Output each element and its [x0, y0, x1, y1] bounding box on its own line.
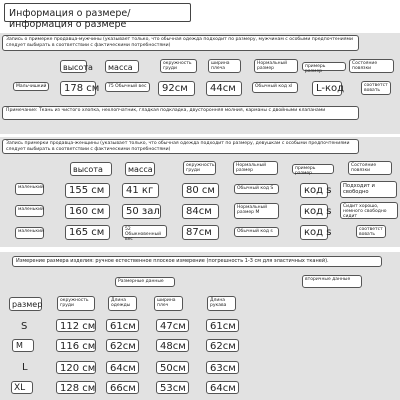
women-fit-size-value: код s [300, 183, 328, 198]
women-state-value: соответст вовать [356, 225, 386, 238]
women-normal-size-value: Обычный код S [234, 184, 279, 194]
shoulder-value: 50см [156, 361, 189, 374]
measurement-note: Измерение размера изделия: ручное естественное плоское измерение (погрешность 1-3 см для эластичных тканей). [12, 256, 382, 267]
women-normal-size-value: Обычный код s [234, 227, 279, 237]
women-header-chest: окружность груди [183, 161, 216, 175]
men-chest-value: 92см [158, 81, 195, 96]
women-row-label: маленький [15, 183, 44, 195]
sleeve-value: 64см [206, 381, 239, 394]
shoulder-column-header: ширина плеч [154, 296, 183, 311]
women-height-value: 165 см [65, 225, 110, 240]
women-row-label: маленький [15, 205, 44, 217]
women-height-value: 155 см [65, 183, 110, 198]
men-header-height: высота [60, 60, 87, 73]
size-column-header: размер [9, 297, 42, 311]
chest-value: 128 см [56, 381, 96, 394]
men-header-fit-size: примерь размер [302, 62, 346, 71]
men-header-state: Состояние повязки [349, 59, 394, 73]
length-column-header: Длина одежды [108, 296, 137, 311]
men-remark: Примечание: Ткань из чистого хлопка, нехлопчатник, гладкая подкладка, двусторонняя молния, карманы с двойными клапанами [2, 106, 359, 120]
men-header-normal-size: Нормальный размер [254, 59, 298, 73]
men-height-value: 178 см [60, 81, 96, 96]
length-value: 61см [106, 319, 139, 332]
men-shoulder-value: 44см [206, 81, 242, 96]
size-label: XL [11, 381, 33, 394]
primary-data-header: Размерные данные [115, 277, 175, 287]
size-label: L [22, 362, 28, 373]
secondary-data-header: вторичные данные [302, 275, 362, 288]
men-normal-size-value: Обычный код xl [252, 82, 298, 93]
women-header-fit-size: примерь размер [292, 164, 334, 174]
chest-value: 116 см [56, 339, 96, 352]
length-value: 62см [106, 339, 139, 352]
women-chest-value: 87см [182, 225, 219, 240]
women-fit-note: Запись примерки продавца-женщины (указывает только, что обычная одежда подходит по размеру, девушкам с особыми предпочтениями следует выбирать в соответствии с фактическими потребностями) [2, 139, 359, 154]
shoulder-value: 48см [156, 339, 189, 352]
men-header-shoulder: ширина плеча [208, 59, 241, 73]
size-label: S [21, 321, 28, 332]
women-header-normal-size: Нормальный размер [233, 161, 278, 175]
women-header-height: высота [70, 162, 112, 176]
size-label: М [12, 339, 34, 352]
women-weight-value: 52 Обыкновенный вес [122, 225, 167, 238]
women-chest-value: 80 см [182, 183, 219, 198]
women-header-state: Состояние повязки [348, 161, 392, 175]
men-state-value: соответст вовать [361, 81, 391, 95]
women-state-value: Сидит хорошо, немного свободно сидит [340, 202, 398, 219]
men-header-weight: масса [105, 60, 139, 73]
women-weight-value: 50 зал [122, 204, 161, 219]
women-height-value: 160 см [65, 204, 110, 219]
men-row-label: Мальчишкий [13, 82, 49, 91]
women-row-label: маленький [15, 227, 44, 239]
sleeve-value: 61см [206, 319, 239, 332]
women-weight-value: 41 кг [122, 183, 159, 198]
men-header-chest: окружность груди [160, 59, 197, 73]
chest-column-header: окружность груди [57, 296, 95, 311]
women-fit-size-value: код s [300, 204, 328, 219]
men-fit-note: Запись о примерке продавца-мужчины (указывает только, что обычная одежда подходит по размеру, мужчинам с особыми предпочтениями следует выбирать в соответствии с фактическими потребностями) [2, 35, 359, 51]
women-state-value: Подходит и свободно [340, 181, 397, 198]
shoulder-value: 47см [156, 319, 189, 332]
women-header-weight: масса [125, 162, 155, 176]
men-weight-value: 75 Обычный вес [105, 82, 150, 92]
page-title: Информация о размере/информация о размере [4, 3, 191, 22]
women-fit-size-value: код s [300, 225, 328, 240]
shoulder-value: 53см [156, 381, 189, 394]
sleeve-value: 63см [206, 361, 239, 374]
sleeve-value: 62см [206, 339, 239, 352]
sleeve-column-header: Длина рукава [207, 296, 236, 311]
women-chest-value: 84см [182, 204, 219, 219]
length-value: 66см [106, 381, 139, 394]
women-normal-size-value: Нормальный размер M [234, 203, 279, 219]
length-value: 64см [106, 361, 139, 374]
chest-value: 112 см [56, 319, 96, 332]
men-fit-size-value: L-код [312, 81, 342, 96]
chest-value: 120 см [56, 361, 96, 374]
